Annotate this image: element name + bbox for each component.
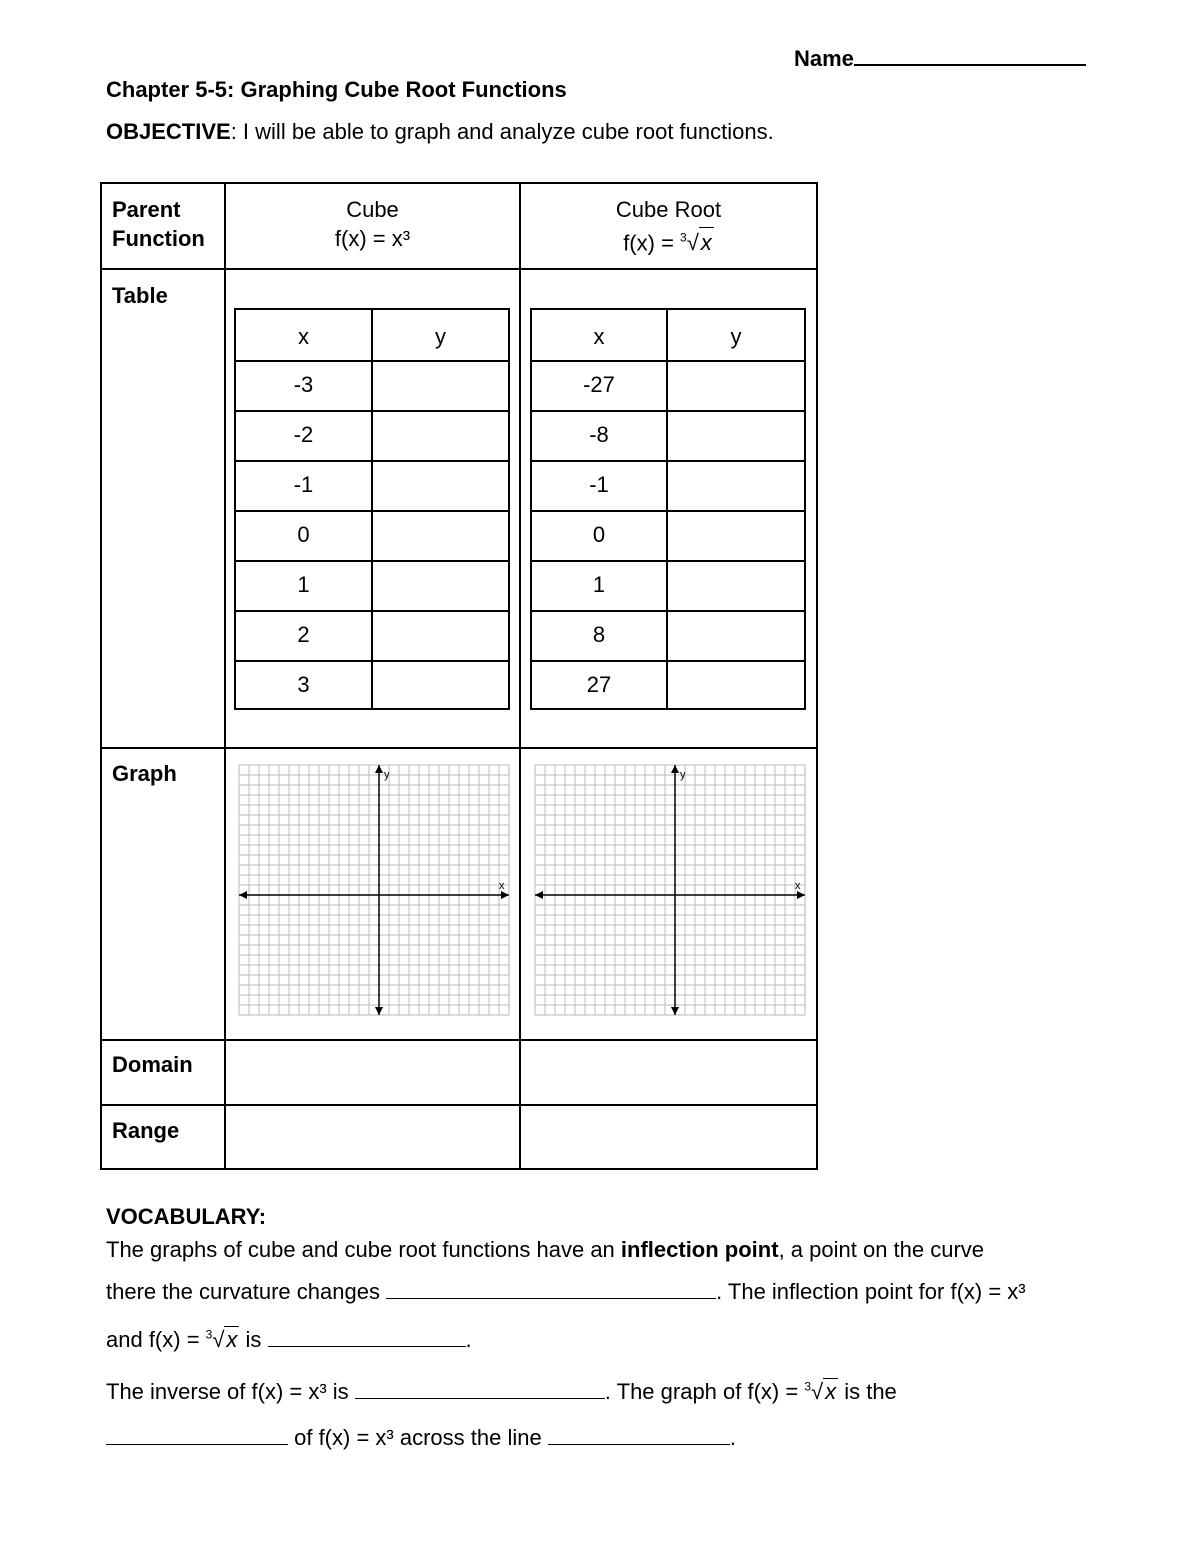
- cube-root-formula: [521, 224, 816, 257]
- radicand: x: [825, 1379, 837, 1404]
- page-title: Chapter 5-5: Graphing Cube Root Functions: [106, 77, 567, 102]
- line-blank[interactable]: [548, 1426, 730, 1445]
- x-axis-arrow-left: [239, 891, 247, 899]
- cube-x-cell: 2: [297, 622, 310, 647]
- xy-row-divider: [236, 410, 508, 412]
- y-axis-arrow-up: [671, 765, 679, 773]
- row-label-parent-function: [112, 195, 205, 253]
- cube-x-cell: -2: [293, 422, 314, 447]
- cube-root-range-answer[interactable]: [521, 1106, 816, 1168]
- cube-root-x-cell: -1: [589, 472, 609, 497]
- vocabulary-heading: VOCABULARY:: [106, 1204, 267, 1229]
- cube-root-name: Cube Root: [615, 197, 722, 222]
- row-label-table: Table: [112, 283, 168, 308]
- row-divider: [102, 268, 816, 270]
- column-divider: [224, 184, 226, 1168]
- column-header-cube-root: [521, 195, 816, 257]
- name-field[interactable]: [794, 44, 1086, 72]
- reflection-blank[interactable]: [106, 1426, 288, 1445]
- cube-xy-table: [234, 308, 510, 710]
- curvature-blank[interactable]: [386, 1280, 716, 1299]
- xy-row-divider: [532, 360, 804, 362]
- vocab-line-4: [106, 1378, 897, 1405]
- cube-root-x-cell: 27: [586, 672, 612, 697]
- xy-row-divider: [236, 660, 508, 662]
- xy-row-divider: [532, 410, 804, 412]
- parent-function-table: [100, 182, 818, 1170]
- vocab-text: . The inflection point for f(x) = x³: [716, 1279, 1026, 1304]
- inflection-point-blank[interactable]: [268, 1328, 466, 1347]
- cube-root-symbol: $^3$√x: [205, 1327, 238, 1352]
- column-header-cube: [226, 195, 519, 253]
- radical-index: 3: [680, 231, 687, 245]
- cube-x-cell: 0: [297, 522, 310, 547]
- radicand: x: [226, 1327, 238, 1352]
- cube-root-x-cell: 1: [592, 572, 606, 597]
- cube-root-header-x: x: [593, 324, 605, 349]
- cube-root-x-cell: 0: [592, 522, 606, 547]
- cube-root-domain-answer[interactable]: [521, 1041, 816, 1104]
- name-label: Name: [794, 46, 854, 71]
- cube-domain-answer[interactable]: [226, 1041, 519, 1104]
- y-axis-label: y: [680, 769, 686, 781]
- y-axis-label: y: [384, 769, 390, 781]
- vocab-text: of f(x) = x³ across the line: [288, 1425, 548, 1450]
- objective: [106, 119, 774, 145]
- cube-root-xy-table: [530, 308, 806, 710]
- name-blank[interactable]: [854, 44, 1086, 66]
- cube-root-header-y: y: [730, 324, 742, 349]
- vocab-text: is: [239, 1327, 268, 1352]
- xy-row-divider: [532, 510, 804, 512]
- cube-root-x-cell: -27: [583, 372, 615, 397]
- x-axis-arrow-right: [501, 891, 509, 899]
- inverse-blank[interactable]: [355, 1380, 605, 1399]
- objective-label: OBJECTIVE: [106, 119, 231, 144]
- radical-index: 3: [804, 1379, 812, 1394]
- xy-row-divider: [236, 510, 508, 512]
- cube-root-radical: $^3$√x: [680, 230, 714, 255]
- xy-row-divider: [532, 660, 804, 662]
- column-divider: [519, 184, 521, 1168]
- x-axis-label: x: [499, 880, 505, 892]
- row-label-parent-line1: Parent: [112, 197, 181, 222]
- y-axis-arrow-down: [671, 1007, 679, 1015]
- row-label-domain: Domain: [112, 1052, 193, 1077]
- vocab-text: The inverse of f(x) = x³ is: [106, 1379, 355, 1404]
- vocab-text: and f(x) =: [106, 1327, 206, 1352]
- y-axis-arrow-up: [375, 765, 383, 773]
- vocab-text: is the: [838, 1379, 897, 1404]
- vocab-text: The graphs of cube and cube root functions have an: [106, 1237, 621, 1262]
- vocab-text: .: [465, 1327, 472, 1352]
- cube-x-cell: 3: [297, 672, 310, 697]
- xy-row-divider: [236, 610, 508, 612]
- row-divider: [102, 747, 816, 749]
- xy-row-divider: [532, 560, 804, 562]
- row-label-parent-line2: Function: [112, 226, 205, 251]
- radical-index: 3: [205, 1327, 213, 1342]
- vocab-line-2: [106, 1279, 1026, 1305]
- row-label-graph: Graph: [112, 761, 177, 786]
- cube-name: Cube: [346, 197, 399, 222]
- vocab-line-1: [106, 1237, 984, 1263]
- vocab-line-5: [106, 1425, 736, 1451]
- xy-row-divider: [236, 560, 508, 562]
- objective-text: : I will be able to graph and analyze cube root functions.: [230, 119, 774, 144]
- cube-formula: f(x) = x³: [334, 226, 411, 251]
- xy-col-divider: [371, 310, 373, 708]
- x-axis-label: x: [795, 880, 801, 892]
- xy-row-divider: [532, 460, 804, 462]
- vocab-text: , a point on the curve: [778, 1237, 985, 1262]
- x-axis-arrow-right: [797, 891, 805, 899]
- cube-root-graph-grid[interactable]: [532, 760, 808, 1024]
- xy-row-divider: [236, 360, 508, 362]
- xy-col-divider: [666, 310, 668, 708]
- y-axis-arrow-down: [375, 1007, 383, 1015]
- cube-x-cell: 1: [297, 572, 310, 597]
- cube-x-cell: -1: [293, 472, 314, 497]
- cube-header-x: x: [298, 324, 309, 349]
- cube-x-cell: -3: [293, 372, 314, 397]
- vocab-line-3: [106, 1326, 472, 1353]
- vocab-term-inflection-point: inflection point: [620, 1237, 779, 1262]
- xy-row-divider: [532, 610, 804, 612]
- radicand: x: [699, 227, 714, 257]
- x-axis-arrow-left: [535, 891, 543, 899]
- vocab-text: there the curvature changes: [106, 1279, 387, 1304]
- cube-header-y: y: [435, 324, 446, 349]
- cube-root-formula-prefix: f(x) =: [623, 230, 681, 256]
- xy-row-divider: [236, 460, 508, 462]
- cube-graph-grid[interactable]: [236, 760, 512, 1024]
- row-label-range: Range: [112, 1118, 180, 1143]
- cube-root-x-cell: -8: [589, 422, 609, 447]
- cube-root-symbol: $^3$√x: [804, 1379, 837, 1404]
- vocab-text: .: [729, 1425, 736, 1450]
- cube-range-answer[interactable]: [226, 1106, 519, 1168]
- vocab-text: . The graph of f(x) =: [604, 1379, 805, 1404]
- cube-root-x-cell: 8: [592, 622, 606, 647]
